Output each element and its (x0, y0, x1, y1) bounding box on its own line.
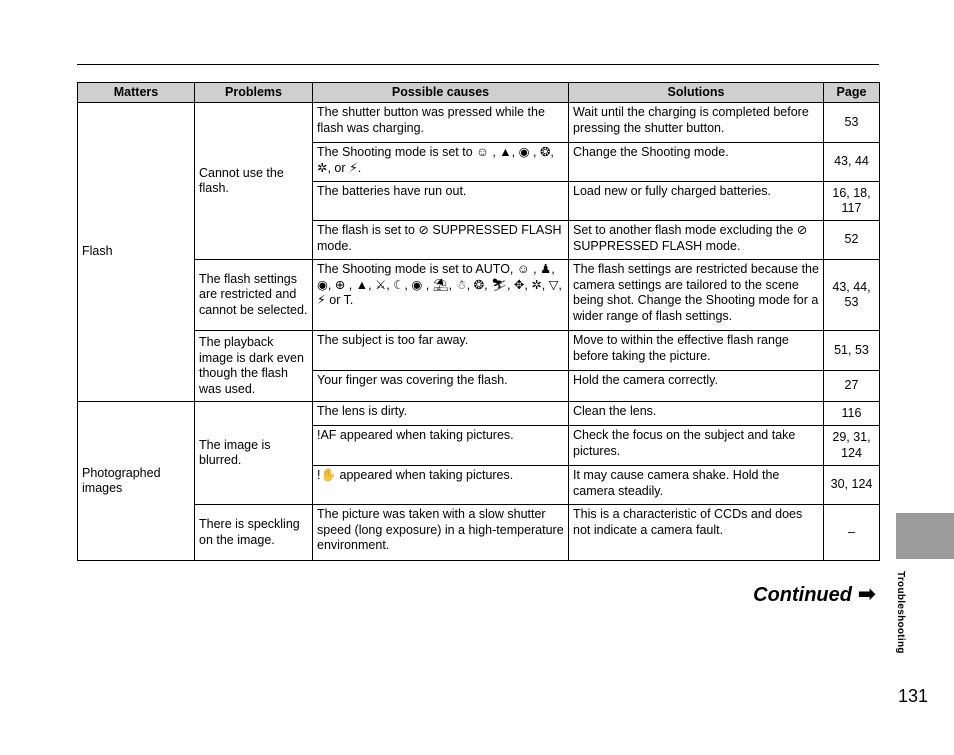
solution-cell: Change the Shooting mode. (569, 143, 824, 182)
section-tab (896, 513, 954, 559)
continued-label: Continued (753, 584, 852, 606)
cause-cell: The Shooting mode is set to AUTO, ☺ , ♟, ◉, ⊕ , ▲, ⚔, ☾, ◉ , ⛱, ☃, ❂, ⛷, ✥, ✲, ▽, ⚡ or T. (313, 260, 569, 331)
table-row (78, 402, 880, 426)
matter-cell: Flash (78, 103, 195, 402)
top-rule (77, 64, 879, 65)
page-cell: – (824, 505, 880, 561)
right-arrow-icon: ➡ (857, 581, 876, 606)
table-row (78, 331, 880, 371)
solution-cell: Check the focus on the subject and take pictures. (569, 426, 824, 466)
table-row (78, 260, 880, 331)
page-cell: 43, 44, 53 (824, 260, 880, 331)
page-number: 131 (898, 686, 929, 706)
section-side-label: Troubleshooting (895, 571, 906, 654)
solution-cell: Load new or fully charged batteries. (569, 182, 824, 221)
problem-cell: The image is blurred. (195, 402, 313, 505)
table-row (78, 505, 880, 561)
cause-cell: The flash is set to ⊘ SUPPRESSED FLASH mode. (313, 221, 569, 260)
page-cell: 30, 124 (824, 466, 880, 505)
page-cell: 29, 31, 124 (824, 426, 880, 466)
page-cell: 43, 44 (824, 143, 880, 182)
header-page: Page (824, 83, 880, 103)
header-matters: Matters (78, 83, 195, 103)
problem-cell: Cannot use the flash. (195, 103, 313, 260)
solution-cell: Set to another flash mode excluding the ⊘ SUPPRESSED FLASH mode. (569, 221, 824, 260)
table-row (78, 103, 880, 143)
page-cell: 51, 53 (824, 331, 880, 371)
header-solutions: Solutions (569, 83, 824, 103)
page-cell: 52 (824, 221, 880, 260)
solution-cell: Hold the camera correctly. (569, 371, 824, 402)
cause-cell: Your finger was covering the flash. (313, 371, 569, 402)
problem-cell: The flash settings are restricted and cannot be selected. (195, 260, 313, 331)
problem-cell: There is speckling on the image. (195, 505, 313, 561)
cause-cell: The shutter button was pressed while the flash was charging. (313, 103, 569, 143)
table-header-row (78, 83, 880, 103)
solution-cell: This is a characteristic of CCDs and does not indicate a camera fault. (569, 505, 824, 561)
solution-cell: Wait until the charging is completed before pressing the shutter button. (569, 103, 824, 143)
cause-cell: The lens is dirty. (313, 402, 569, 426)
solution-cell: The flash settings are restricted because the camera settings are tailored to the scene being shot. Change the Shooting mode for a wider range of flash settings. (569, 260, 824, 331)
header-problems: Problems (195, 83, 313, 103)
header-possible-causes: Possible causes (313, 83, 569, 103)
cause-cell: The batteries have run out. (313, 182, 569, 221)
matter-cell: Photographed images (78, 402, 195, 561)
cause-cell: The picture was taken with a slow shutter speed (long exposure) in a high-temperature environment. (313, 505, 569, 561)
solution-cell: Clean the lens. (569, 402, 824, 426)
solution-cell: Move to within the effective flash range before taking the picture. (569, 331, 824, 371)
cause-cell: !AF appeared when taking pictures. (313, 426, 569, 466)
cause-cell: The subject is too far away. (313, 331, 569, 371)
page-cell: 116 (824, 402, 880, 426)
page-cell: 53 (824, 103, 880, 143)
cause-cell: !✋ appeared when taking pictures. (313, 466, 569, 505)
page-cell: 27 (824, 371, 880, 402)
cause-cell: The Shooting mode is set to ☺ , ▲, ◉ , ❂, ✲, or ⚡. (313, 143, 569, 182)
continued-link[interactable] (753, 582, 876, 607)
troubleshooting-table (77, 82, 880, 561)
problem-cell: The playback image is dark even though the flash was used. (195, 331, 313, 402)
page-cell: 16, 18, 117 (824, 182, 880, 221)
solution-cell: It may cause camera shake. Hold the camera steadily. (569, 466, 824, 505)
